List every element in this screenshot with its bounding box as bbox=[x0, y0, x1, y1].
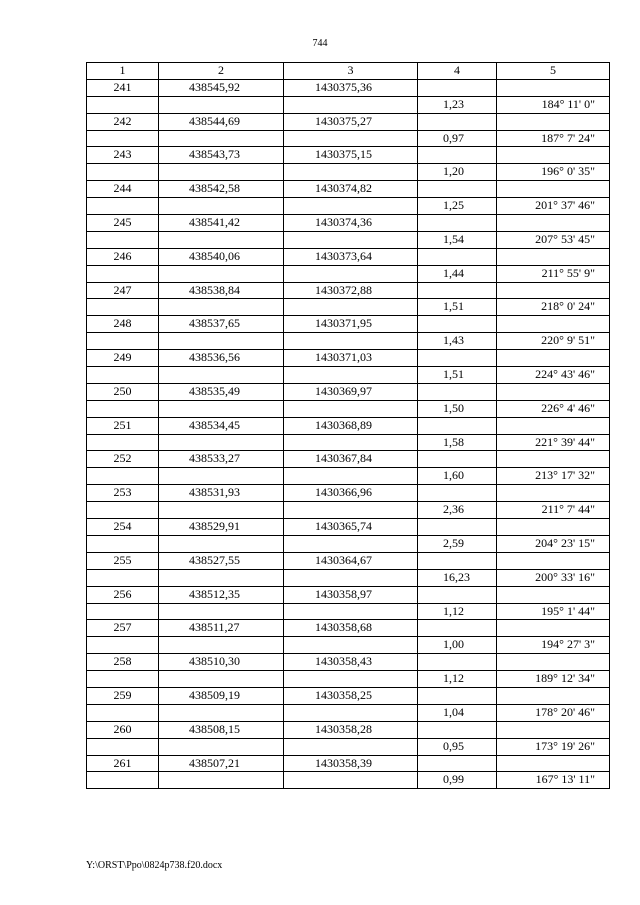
x-coordinate-cell bbox=[159, 299, 284, 316]
direction-angle-cell bbox=[497, 755, 610, 772]
segment-length-cell: 2,36 bbox=[418, 502, 497, 519]
direction-angle-cell bbox=[497, 113, 610, 130]
y-coordinate-cell: 1430358,68 bbox=[284, 620, 418, 637]
y-coordinate-cell bbox=[284, 772, 418, 789]
x-coordinate-cell: 438537,65 bbox=[159, 316, 284, 333]
y-coordinate-cell bbox=[284, 96, 418, 113]
direction-angle-cell: 224° 43' 46" bbox=[497, 367, 610, 384]
direction-angle-cell bbox=[497, 721, 610, 738]
point-number-cell: 244 bbox=[87, 181, 159, 198]
direction-angle-cell bbox=[497, 181, 610, 198]
point-number-cell: 256 bbox=[87, 586, 159, 603]
direction-angle-cell bbox=[497, 79, 610, 96]
segment-length-cell bbox=[418, 282, 497, 299]
direction-angle-cell: 189° 12' 34" bbox=[497, 671, 610, 688]
segment-length-cell: 1,51 bbox=[418, 299, 497, 316]
column-header: 1 bbox=[87, 63, 159, 80]
point-number-cell bbox=[87, 603, 159, 620]
y-coordinate-cell: 1430367,84 bbox=[284, 451, 418, 468]
point-number-cell: 243 bbox=[87, 147, 159, 164]
x-coordinate-cell bbox=[159, 603, 284, 620]
table-row bbox=[87, 400, 610, 417]
segment-length-cell bbox=[418, 721, 497, 738]
direction-angle-cell bbox=[497, 383, 610, 400]
y-coordinate-cell bbox=[284, 434, 418, 451]
y-coordinate-cell bbox=[284, 671, 418, 688]
segment-length-cell: 1,51 bbox=[418, 367, 497, 384]
x-coordinate-cell: 438534,45 bbox=[159, 417, 284, 434]
direction-angle-cell bbox=[497, 552, 610, 569]
x-coordinate-cell: 438531,93 bbox=[159, 485, 284, 502]
x-coordinate-cell bbox=[159, 704, 284, 721]
direction-angle-cell: 195° 1' 44" bbox=[497, 603, 610, 620]
point-number-cell: 261 bbox=[87, 755, 159, 772]
column-header: 2 bbox=[159, 63, 284, 80]
table-row bbox=[87, 738, 610, 755]
table-row bbox=[87, 772, 610, 789]
segment-length-cell bbox=[418, 248, 497, 265]
table-row bbox=[87, 198, 610, 215]
segment-length-cell bbox=[418, 654, 497, 671]
y-coordinate-cell: 1430371,95 bbox=[284, 316, 418, 333]
direction-angle-cell: 221° 39' 44" bbox=[497, 434, 610, 451]
table-row bbox=[87, 383, 610, 400]
y-coordinate-cell: 1430358,28 bbox=[284, 721, 418, 738]
table-row bbox=[87, 721, 610, 738]
segment-length-cell: 1,25 bbox=[418, 198, 497, 215]
direction-angle-cell: 204° 23' 15" bbox=[497, 535, 610, 552]
y-coordinate-cell bbox=[284, 299, 418, 316]
x-coordinate-cell bbox=[159, 671, 284, 688]
segment-length-cell bbox=[418, 485, 497, 502]
footer-file-path: Y:\ORST\Ppo\0824p738.f20.docx bbox=[86, 860, 223, 871]
segment-length-cell: 1,58 bbox=[418, 434, 497, 451]
point-number-cell bbox=[87, 96, 159, 113]
x-coordinate-cell bbox=[159, 738, 284, 755]
x-coordinate-cell bbox=[159, 333, 284, 350]
point-number-cell: 259 bbox=[87, 687, 159, 704]
point-number-cell bbox=[87, 671, 159, 688]
segment-length-cell bbox=[418, 451, 497, 468]
segment-length-cell: 0,99 bbox=[418, 772, 497, 789]
y-coordinate-cell: 1430375,36 bbox=[284, 79, 418, 96]
x-coordinate-cell bbox=[159, 468, 284, 485]
table-row bbox=[87, 231, 610, 248]
direction-angle-cell bbox=[497, 687, 610, 704]
table-row bbox=[87, 637, 610, 654]
table-row bbox=[87, 654, 610, 671]
y-coordinate-cell bbox=[284, 265, 418, 282]
x-coordinate-cell bbox=[159, 164, 284, 181]
y-coordinate-cell bbox=[284, 130, 418, 147]
point-number-cell: 254 bbox=[87, 519, 159, 536]
point-number-cell bbox=[87, 265, 159, 282]
point-number-cell: 248 bbox=[87, 316, 159, 333]
y-coordinate-cell bbox=[284, 164, 418, 181]
table-row bbox=[87, 265, 610, 282]
coordinates-table bbox=[86, 62, 610, 789]
y-coordinate-cell: 1430365,74 bbox=[284, 519, 418, 536]
point-number-cell bbox=[87, 535, 159, 552]
x-coordinate-cell bbox=[159, 198, 284, 215]
y-coordinate-cell bbox=[284, 367, 418, 384]
table-row bbox=[87, 620, 610, 637]
point-number-cell: 241 bbox=[87, 79, 159, 96]
table-row bbox=[87, 147, 610, 164]
point-number-cell bbox=[87, 704, 159, 721]
page-number: 744 bbox=[312, 38, 328, 49]
direction-angle-cell: 184° 11' 0" bbox=[497, 96, 610, 113]
direction-angle-cell bbox=[497, 586, 610, 603]
direction-angle-cell bbox=[497, 451, 610, 468]
table-body bbox=[87, 79, 610, 788]
table-row bbox=[87, 603, 610, 620]
point-number-cell: 247 bbox=[87, 282, 159, 299]
segment-length-cell bbox=[418, 113, 497, 130]
x-coordinate-cell bbox=[159, 231, 284, 248]
direction-angle-cell: 196° 0' 35" bbox=[497, 164, 610, 181]
segment-length-cell: 1,43 bbox=[418, 333, 497, 350]
direction-angle-cell: 220° 9' 51" bbox=[497, 333, 610, 350]
direction-angle-cell bbox=[497, 147, 610, 164]
x-coordinate-cell: 438541,42 bbox=[159, 215, 284, 232]
x-coordinate-cell: 438540,06 bbox=[159, 248, 284, 265]
direction-angle-cell bbox=[497, 316, 610, 333]
segment-length-cell: 1,12 bbox=[418, 671, 497, 688]
table-row bbox=[87, 451, 610, 468]
table-row bbox=[87, 248, 610, 265]
point-number-cell bbox=[87, 198, 159, 215]
table-header-row bbox=[87, 63, 610, 80]
point-number-cell bbox=[87, 333, 159, 350]
segment-length-cell: 1,54 bbox=[418, 231, 497, 248]
y-coordinate-cell: 1430358,25 bbox=[284, 687, 418, 704]
point-number-cell: 251 bbox=[87, 417, 159, 434]
y-coordinate-cell: 1430358,97 bbox=[284, 586, 418, 603]
segment-length-cell bbox=[418, 181, 497, 198]
x-coordinate-cell bbox=[159, 434, 284, 451]
segment-length-cell bbox=[418, 79, 497, 96]
table-row bbox=[87, 333, 610, 350]
table-row bbox=[87, 350, 610, 367]
table-row bbox=[87, 552, 610, 569]
x-coordinate-cell: 438543,73 bbox=[159, 147, 284, 164]
table-row bbox=[87, 502, 610, 519]
point-number-cell: 246 bbox=[87, 248, 159, 265]
direction-angle-cell bbox=[497, 282, 610, 299]
segment-length-cell bbox=[418, 552, 497, 569]
y-coordinate-cell: 1430375,27 bbox=[284, 113, 418, 130]
point-number-cell: 257 bbox=[87, 620, 159, 637]
segment-length-cell bbox=[418, 316, 497, 333]
direction-angle-cell bbox=[497, 248, 610, 265]
table-row bbox=[87, 485, 610, 502]
direction-angle-cell: 200° 33' 16" bbox=[497, 569, 610, 586]
point-number-cell: 260 bbox=[87, 721, 159, 738]
table-row bbox=[87, 687, 610, 704]
point-number-cell bbox=[87, 367, 159, 384]
direction-angle-cell bbox=[497, 350, 610, 367]
x-coordinate-cell: 438535,49 bbox=[159, 383, 284, 400]
segment-length-cell bbox=[418, 215, 497, 232]
table-row bbox=[87, 367, 610, 384]
table-row bbox=[87, 417, 610, 434]
point-number-cell: 255 bbox=[87, 552, 159, 569]
segment-length-cell: 2,59 bbox=[418, 535, 497, 552]
point-number-cell: 258 bbox=[87, 654, 159, 671]
point-number-cell bbox=[87, 231, 159, 248]
x-coordinate-cell: 438510,30 bbox=[159, 654, 284, 671]
segment-length-cell: 1,60 bbox=[418, 468, 497, 485]
x-coordinate-cell bbox=[159, 96, 284, 113]
direction-angle-cell: 213° 17' 32" bbox=[497, 468, 610, 485]
y-coordinate-cell: 1430364,67 bbox=[284, 552, 418, 569]
y-coordinate-cell bbox=[284, 603, 418, 620]
y-coordinate-cell: 1430369,97 bbox=[284, 383, 418, 400]
y-coordinate-cell: 1430368,89 bbox=[284, 417, 418, 434]
segment-length-cell bbox=[418, 586, 497, 603]
segment-length-cell bbox=[418, 620, 497, 637]
x-coordinate-cell: 438544,69 bbox=[159, 113, 284, 130]
table-row bbox=[87, 755, 610, 772]
x-coordinate-cell: 438508,15 bbox=[159, 721, 284, 738]
direction-angle-cell: 173° 19' 26" bbox=[497, 738, 610, 755]
table-row bbox=[87, 79, 610, 96]
point-number-cell bbox=[87, 299, 159, 316]
x-coordinate-cell bbox=[159, 400, 284, 417]
x-coordinate-cell: 438536,56 bbox=[159, 350, 284, 367]
point-number-cell bbox=[87, 569, 159, 586]
segment-length-cell: 1,12 bbox=[418, 603, 497, 620]
direction-angle-cell bbox=[497, 654, 610, 671]
segment-length-cell bbox=[418, 687, 497, 704]
x-coordinate-cell bbox=[159, 265, 284, 282]
table-row bbox=[87, 671, 610, 688]
table-row bbox=[87, 113, 610, 130]
column-header: 5 bbox=[497, 63, 610, 80]
direction-angle-cell: 167° 13' 11" bbox=[497, 772, 610, 789]
x-coordinate-cell: 438507,21 bbox=[159, 755, 284, 772]
point-number-cell bbox=[87, 130, 159, 147]
segment-length-cell: 0,95 bbox=[418, 738, 497, 755]
table-row bbox=[87, 434, 610, 451]
x-coordinate-cell: 438527,55 bbox=[159, 552, 284, 569]
segment-length-cell: 1,44 bbox=[418, 265, 497, 282]
table-row bbox=[87, 215, 610, 232]
table-row bbox=[87, 181, 610, 198]
table-row bbox=[87, 535, 610, 552]
segment-length-cell: 1,04 bbox=[418, 704, 497, 721]
table-row bbox=[87, 164, 610, 181]
table-row bbox=[87, 569, 610, 586]
y-coordinate-cell: 1430358,43 bbox=[284, 654, 418, 671]
direction-angle-cell: 207° 53' 45" bbox=[497, 231, 610, 248]
point-number-cell bbox=[87, 738, 159, 755]
x-coordinate-cell: 438545,92 bbox=[159, 79, 284, 96]
table-row bbox=[87, 704, 610, 721]
point-number-cell bbox=[87, 400, 159, 417]
y-coordinate-cell bbox=[284, 738, 418, 755]
segment-length-cell bbox=[418, 147, 497, 164]
direction-angle-cell bbox=[497, 215, 610, 232]
y-coordinate-cell bbox=[284, 569, 418, 586]
point-number-cell bbox=[87, 502, 159, 519]
y-coordinate-cell: 1430374,36 bbox=[284, 215, 418, 232]
segment-length-cell bbox=[418, 519, 497, 536]
y-coordinate-cell: 1430358,39 bbox=[284, 755, 418, 772]
direction-angle-cell bbox=[497, 620, 610, 637]
direction-angle-cell bbox=[497, 417, 610, 434]
y-coordinate-cell bbox=[284, 502, 418, 519]
segment-length-cell bbox=[418, 383, 497, 400]
point-number-cell: 245 bbox=[87, 215, 159, 232]
x-coordinate-cell bbox=[159, 535, 284, 552]
point-number-cell bbox=[87, 434, 159, 451]
point-number-cell: 252 bbox=[87, 451, 159, 468]
point-number-cell: 250 bbox=[87, 383, 159, 400]
column-header: 4 bbox=[418, 63, 497, 80]
segment-length-cell: 16,23 bbox=[418, 569, 497, 586]
segment-length-cell: 1,50 bbox=[418, 400, 497, 417]
x-coordinate-cell bbox=[159, 637, 284, 654]
direction-angle-cell: 226° 4' 46" bbox=[497, 400, 610, 417]
y-coordinate-cell bbox=[284, 468, 418, 485]
point-number-cell bbox=[87, 637, 159, 654]
x-coordinate-cell bbox=[159, 130, 284, 147]
point-number-cell: 249 bbox=[87, 350, 159, 367]
segment-length-cell: 1,00 bbox=[418, 637, 497, 654]
direction-angle-cell: 194° 27' 3" bbox=[497, 637, 610, 654]
x-coordinate-cell bbox=[159, 569, 284, 586]
y-coordinate-cell bbox=[284, 637, 418, 654]
table-row bbox=[87, 519, 610, 536]
y-coordinate-cell bbox=[284, 400, 418, 417]
table-row bbox=[87, 586, 610, 603]
table-row bbox=[87, 282, 610, 299]
x-coordinate-cell bbox=[159, 772, 284, 789]
y-coordinate-cell bbox=[284, 231, 418, 248]
y-coordinate-cell: 1430373,64 bbox=[284, 248, 418, 265]
point-number-cell: 253 bbox=[87, 485, 159, 502]
table-row bbox=[87, 96, 610, 113]
direction-angle-cell: 211° 55' 9" bbox=[497, 265, 610, 282]
segment-length-cell bbox=[418, 755, 497, 772]
point-number-cell bbox=[87, 772, 159, 789]
direction-angle-cell bbox=[497, 485, 610, 502]
x-coordinate-cell: 438538,84 bbox=[159, 282, 284, 299]
x-coordinate-cell: 438509,19 bbox=[159, 687, 284, 704]
y-coordinate-cell: 1430375,15 bbox=[284, 147, 418, 164]
point-number-cell bbox=[87, 468, 159, 485]
x-coordinate-cell: 438529,91 bbox=[159, 519, 284, 536]
segment-length-cell bbox=[418, 350, 497, 367]
x-coordinate-cell: 438542,58 bbox=[159, 181, 284, 198]
y-coordinate-cell bbox=[284, 333, 418, 350]
y-coordinate-cell: 1430372,88 bbox=[284, 282, 418, 299]
y-coordinate-cell bbox=[284, 198, 418, 215]
segment-length-cell: 1,20 bbox=[418, 164, 497, 181]
y-coordinate-cell bbox=[284, 704, 418, 721]
direction-angle-cell: 201° 37' 46" bbox=[497, 198, 610, 215]
x-coordinate-cell: 438533,27 bbox=[159, 451, 284, 468]
direction-angle-cell: 187° 7' 24" bbox=[497, 130, 610, 147]
direction-angle-cell: 218° 0' 24" bbox=[497, 299, 610, 316]
point-number-cell: 242 bbox=[87, 113, 159, 130]
segment-length-cell: 0,97 bbox=[418, 130, 497, 147]
y-coordinate-cell: 1430374,82 bbox=[284, 181, 418, 198]
table-row bbox=[87, 468, 610, 485]
x-coordinate-cell: 438511,27 bbox=[159, 620, 284, 637]
y-coordinate-cell bbox=[284, 535, 418, 552]
segment-length-cell bbox=[418, 417, 497, 434]
x-coordinate-cell: 438512,35 bbox=[159, 586, 284, 603]
y-coordinate-cell: 1430371,03 bbox=[284, 350, 418, 367]
table-row bbox=[87, 316, 610, 333]
direction-angle-cell bbox=[497, 519, 610, 536]
direction-angle-cell: 211° 7' 44" bbox=[497, 502, 610, 519]
segment-length-cell: 1,23 bbox=[418, 96, 497, 113]
column-header: 3 bbox=[284, 63, 418, 80]
table-row bbox=[87, 299, 610, 316]
table-row bbox=[87, 130, 610, 147]
point-number-cell bbox=[87, 164, 159, 181]
y-coordinate-cell: 1430366,96 bbox=[284, 485, 418, 502]
direction-angle-cell: 178° 20' 46" bbox=[497, 704, 610, 721]
x-coordinate-cell bbox=[159, 367, 284, 384]
x-coordinate-cell bbox=[159, 502, 284, 519]
